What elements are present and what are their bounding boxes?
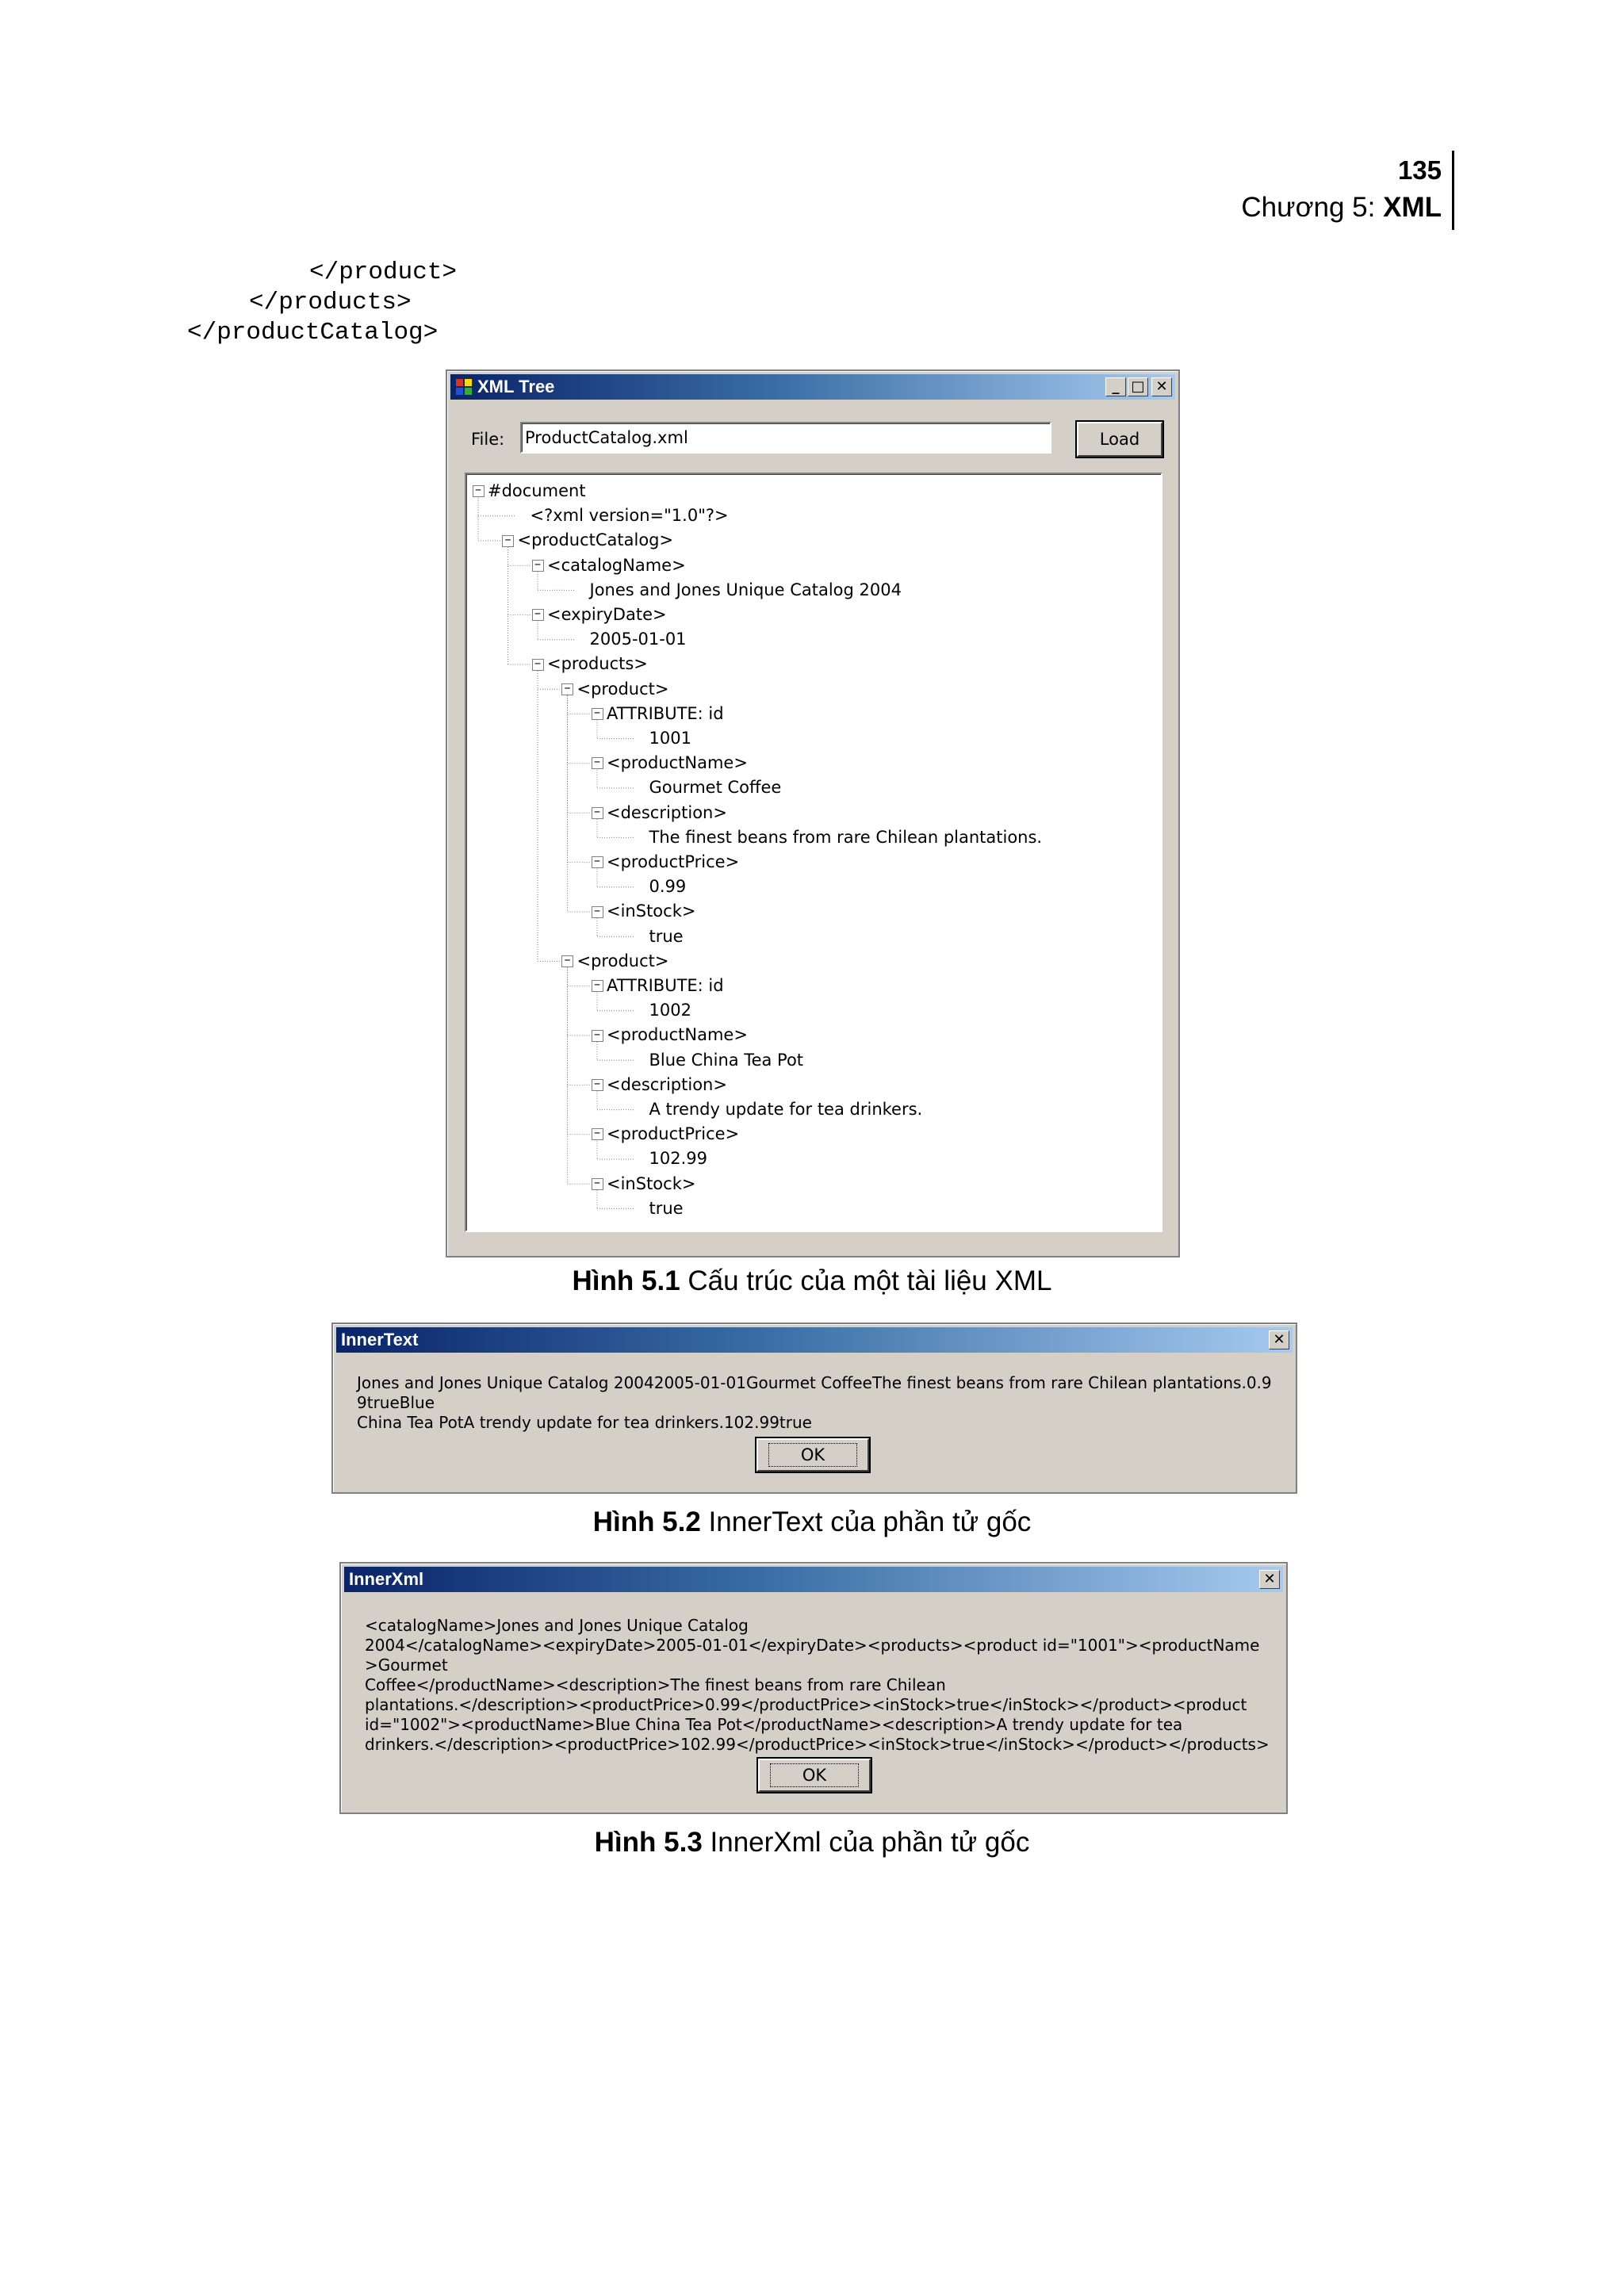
tree-node[interactable]: <productName> <box>607 1025 748 1045</box>
close-icon[interactable]: ✕ <box>1259 1570 1280 1589</box>
tree-node[interactable]: <?xml version="1.0"?> <box>530 506 729 526</box>
innerxml-ok-label: OK <box>770 1763 859 1787</box>
chapter-prefix: Chương 5: <box>1241 192 1384 223</box>
innerxml-line: <catalogName>Jones and Jones Unique Catalog <box>365 1616 749 1635</box>
tree-node[interactable]: <product> <box>576 951 669 970</box>
xml-tree-window <box>446 369 1180 1258</box>
tree-node[interactable]: <product> <box>576 679 669 699</box>
tree-node[interactable]: 0.99 <box>649 877 687 897</box>
innerxml-title: InnerXml <box>349 1569 424 1589</box>
tree-node[interactable]: The finest beans from rare Chilean plantations. <box>649 827 1043 847</box>
xml-tree-view[interactable] <box>465 473 1162 1232</box>
figure-5-3-caption <box>0 1827 1624 1859</box>
close-icon[interactable]: ✕ <box>1269 1330 1289 1349</box>
tree-node[interactable]: <productCatalog> <box>517 530 674 550</box>
tree-node[interactable]: ATTRIBUTE: id <box>607 703 724 723</box>
tree-node[interactable]: A trendy update for tea drinkers. <box>649 1100 923 1119</box>
innertext-ok-button[interactable] <box>756 1438 869 1472</box>
minimize-icon[interactable]: _ <box>1105 377 1126 396</box>
innerxml-line: plantations.</description><productPrice>0.99</productPrice><inStock>true</inStock></product><product <box>365 1695 1247 1714</box>
tree-node[interactable]: 1001 <box>649 729 691 748</box>
tree-node[interactable]: 102.99 <box>649 1149 707 1169</box>
tree-collapse-icon[interactable]: − <box>561 955 573 967</box>
tree-node[interactable]: 2005-01-01 <box>589 630 687 649</box>
tree-node[interactable]: <productPrice> <box>607 1124 740 1144</box>
innerxml-line: id="1002"><productName>Blue China Tea Pot</productName><description>A trendy update for tea <box>365 1715 1183 1734</box>
figure-5-3-text: InnerXml của phần tử gốc <box>702 1827 1030 1858</box>
tree-collapse-icon[interactable]: − <box>592 1128 603 1140</box>
code-line-products-close: </products> <box>249 289 412 316</box>
figure-5-1-text: Cấu trúc của một tài liệu XML <box>680 1265 1052 1296</box>
innertext-line: China Tea PotA trendy update for tea drinkers.102.99true <box>357 1413 812 1432</box>
figure-5-2-text: InnerText của phần tử gốc <box>700 1506 1032 1537</box>
tree-collapse-icon[interactable]: − <box>561 683 573 695</box>
tree-node[interactable]: <products> <box>547 654 648 674</box>
tree-collapse-icon[interactable]: − <box>592 856 603 868</box>
tree-node[interactable]: true <box>649 926 684 946</box>
figure-5-2-caption <box>0 1506 1624 1538</box>
figure-5-3-label: Hình 5.3 <box>594 1827 703 1858</box>
tree-node[interactable]: <productName> <box>607 753 748 773</box>
tree-node[interactable]: <inStock> <box>607 902 696 921</box>
tree-node[interactable]: Blue China Tea Pot <box>649 1050 804 1070</box>
innerxml-ok-button[interactable] <box>758 1759 871 1792</box>
innertext-title: InnerText <box>341 1330 419 1349</box>
innerxml-titlebar[interactable] <box>344 1567 1283 1592</box>
tree-node[interactable]: Jones and Jones Unique Catalog 2004 <box>589 580 902 599</box>
figure-5-2-label: Hình 5.2 <box>592 1506 701 1537</box>
tree-collapse-icon[interactable]: − <box>592 906 603 918</box>
tree-node[interactable]: #document <box>488 481 586 500</box>
innertext-message <box>357 1373 1280 1433</box>
code-line-catalog-close: </productCatalog> <box>187 319 439 346</box>
header-rule <box>1452 151 1454 230</box>
tree-collapse-icon[interactable]: − <box>473 485 485 497</box>
maximize-icon[interactable]: □ <box>1128 377 1148 396</box>
tree-collapse-icon[interactable]: − <box>592 757 603 769</box>
file-label: File: <box>471 430 505 449</box>
tree-node[interactable]: true <box>649 1198 684 1218</box>
xml-tree-titlebar[interactable] <box>450 374 1175 400</box>
innerxml-line: 2004</catalogName><expiryDate>2005-01-01</expiryDate><products><product id="1001"><productName>Gourmet <box>365 1636 1260 1675</box>
close-icon[interactable]: ✕ <box>1151 377 1172 396</box>
page-number: 135 <box>1397 155 1442 185</box>
innerxml-dialog <box>339 1562 1288 1814</box>
tree-collapse-icon[interactable]: − <box>592 1178 603 1190</box>
innerxml-line: drinkers.</description><productPrice>102.99</productPrice><inStock>true</inStock></product></products> <box>365 1735 1270 1754</box>
tree-node[interactable]: <inStock> <box>607 1173 696 1193</box>
innertext-line: Jones and Jones Unique Catalog 20042005-01-01Gourmet CoffeeThe finest beans from rare Chilean plantations.0.99trueBlue <box>357 1373 1272 1412</box>
tree-collapse-icon[interactable]: − <box>592 807 603 819</box>
innertext-dialog <box>331 1323 1297 1494</box>
tree-node[interactable]: <productPrice> <box>607 852 740 871</box>
figure-5-1-caption <box>0 1265 1624 1297</box>
tree-collapse-icon[interactable]: − <box>532 560 544 572</box>
innerxml-line: Coffee</productName><description>The finest beans from rare Chilean <box>365 1675 946 1694</box>
figure-5-1-label: Hình 5.1 <box>572 1265 680 1296</box>
tree-collapse-icon[interactable]: − <box>532 609 544 621</box>
tree-node[interactable]: <expiryDate> <box>547 605 667 624</box>
tree-collapse-icon[interactable]: − <box>502 535 514 547</box>
load-button-label: Load <box>1099 430 1140 449</box>
load-button[interactable] <box>1077 422 1162 457</box>
tree-node[interactable]: <description> <box>607 1074 727 1094</box>
tree-collapse-icon[interactable]: − <box>592 1079 603 1091</box>
tree-node[interactable]: 1002 <box>649 1001 691 1020</box>
chapter-title <box>1241 192 1442 224</box>
app-icon <box>455 378 473 396</box>
file-path-input[interactable]: ProductCatalog.xml <box>520 422 1051 454</box>
tree-collapse-icon[interactable]: − <box>592 980 603 992</box>
tree-node[interactable]: <catalogName> <box>547 555 686 575</box>
tree-node[interactable]: ATTRIBUTE: id <box>607 976 724 995</box>
tree-collapse-icon[interactable]: − <box>532 659 544 671</box>
code-line-product-close: </product> <box>309 258 458 286</box>
tree-collapse-icon[interactable]: − <box>592 708 603 720</box>
tree-node[interactable]: <description> <box>607 802 727 822</box>
xml-tree-title: XML Tree <box>477 377 555 396</box>
innerxml-message <box>365 1616 1270 1755</box>
chapter-name: XML <box>1383 192 1442 223</box>
innertext-titlebar[interactable] <box>336 1327 1293 1353</box>
tree-collapse-icon[interactable]: − <box>592 1030 603 1042</box>
innertext-ok-label: OK <box>768 1443 857 1467</box>
tree-node[interactable]: Gourmet Coffee <box>649 778 782 798</box>
